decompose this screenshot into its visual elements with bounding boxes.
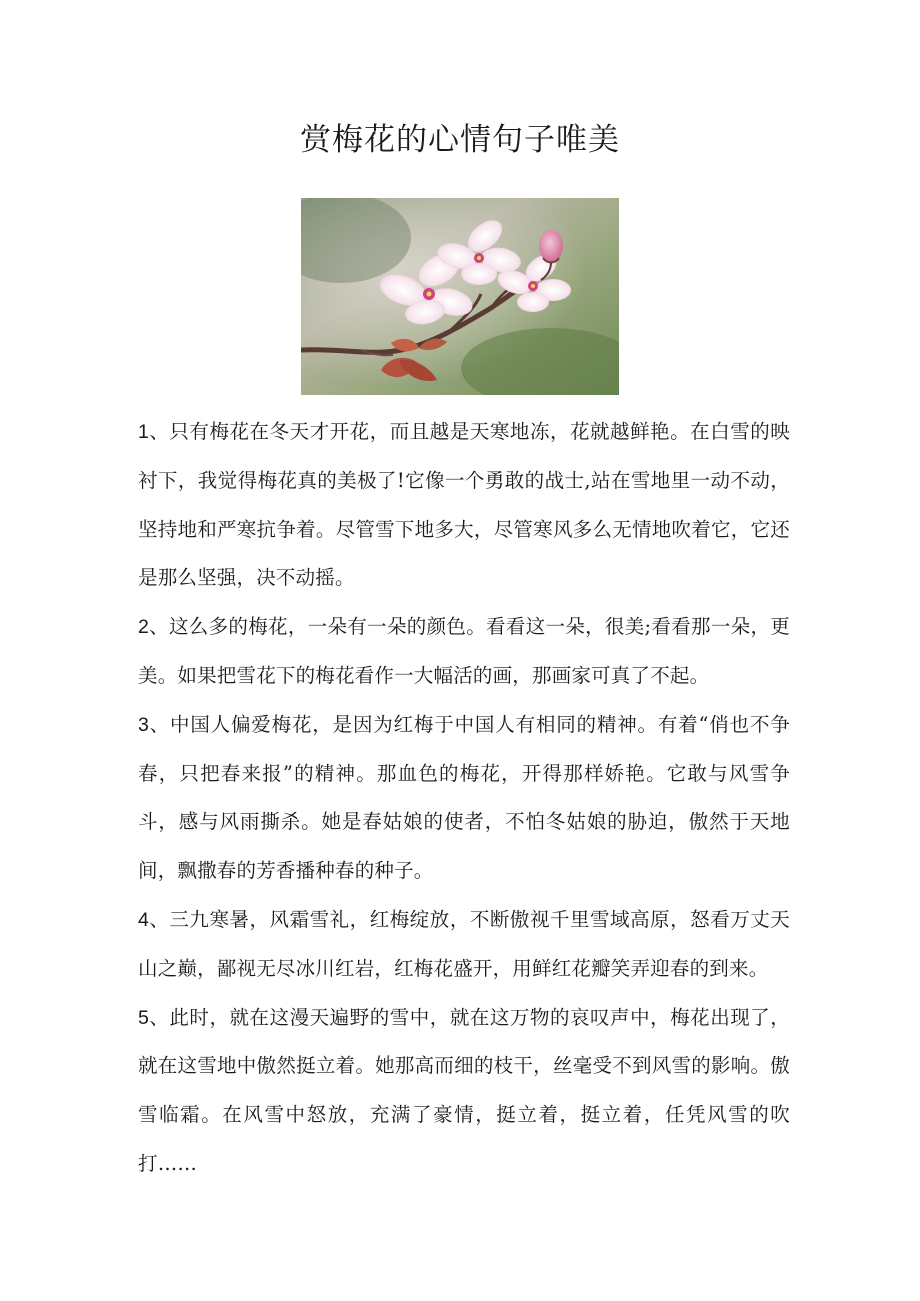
- paragraph-text: 此时，就在这漫天遍野的雪中，就在这万物的哀叹声中，梅花出现了，就在这雪地中傲然挺立着。她那高而细的枝干，丝毫受不到风雪的影响。傲雪临霜。在风雪中怒放，充满了豪情，挺立着，挺立着，任凭风雪的吹打……: [138, 1005, 790, 1175]
- paragraph-number: 1、: [138, 421, 170, 443]
- page-title: 赏梅花的心情句子唯美: [300, 122, 620, 158]
- paragraph-4: [138, 896, 790, 994]
- plum-blossom-image: [301, 198, 619, 395]
- article-body: [138, 408, 790, 1189]
- paragraph-text: 三九寒暑，风霜雪礼，红梅绽放，不断傲视千里雪域高原，怒看万丈天山之巅，鄙视无尽冰川红岩，红梅花盛开，用鲜红花瓣笑弄迎春的到来。: [138, 907, 790, 980]
- paragraph-3: [138, 701, 790, 896]
- paragraph-text: 只有梅花在冬天才开花，而且越是天寒地冻，花就越鲜艳。在白雪的映衬下，我觉得梅花真的美极了!它像一个勇敢的战士,站在雪地里一动不动，坚持地和严寒抗争着。尽管雪下地多大，尽管寒风多么无情地吹着它，它还是那么坚强，决不动摇。: [138, 420, 790, 590]
- paragraph-number: 3、: [138, 713, 170, 736]
- paragraph-number: 4、: [138, 908, 170, 931]
- paragraph-1: [138, 408, 790, 603]
- paragraph-5: [138, 994, 790, 1189]
- paragraph-number: 2、: [138, 616, 169, 639]
- paragraph-text: 这么多的梅花，一朵有一朵的颜色。看看这一朵，很美;看看那一朵，更美。如果把雪花下的梅花看作一大幅活的画，那画家可真了不起。: [138, 615, 790, 687]
- paragraph-number: 5、: [138, 1006, 170, 1029]
- paragraph-2: [138, 603, 790, 701]
- paragraph-text: 中国人偏爱梅花，是因为红梅于中国人有相同的精神。有着“俏也不争春，只把春来报”的精神。那血色的梅花，开得那样娇艳。它敢与风雪争斗，感与风雨撕杀。她是春姑娘的使者，不怕冬姑娘的胁迫，傲然于天地间，飘撒春的芳香播种春的种子。: [138, 712, 790, 883]
